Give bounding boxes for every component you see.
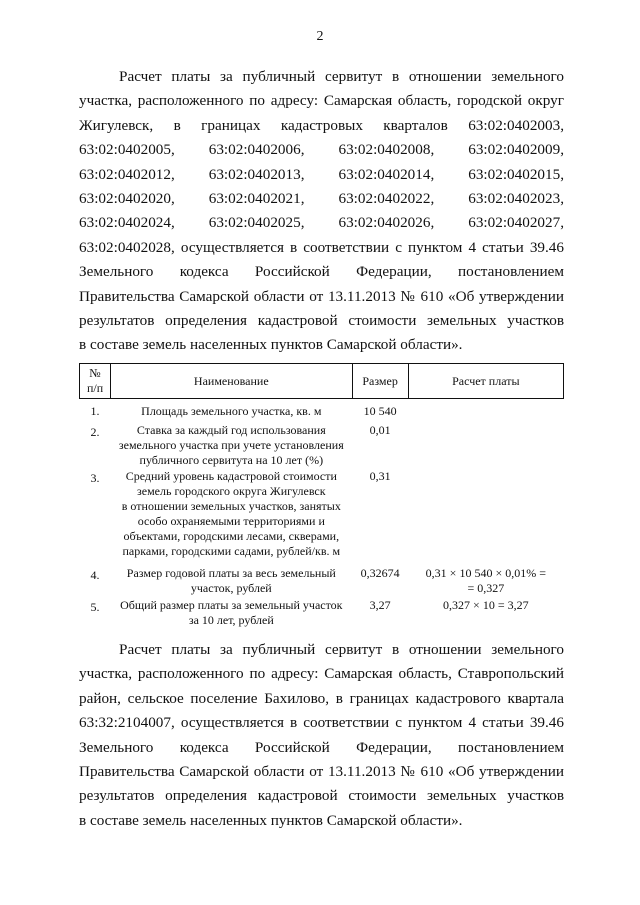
paragraph-line: Земельного кодекса Российской Федерации, постановлением <box>79 738 564 756</box>
header-name: Наименование <box>111 364 352 399</box>
table-header-row <box>80 364 564 399</box>
row-num: 2. <box>90 425 100 439</box>
paragraph-jigulevsk <box>79 65 564 358</box>
paragraph-line: Земельного кодекса Российской Федерации, постановлением <box>79 263 564 281</box>
row-calc <box>408 598 563 630</box>
paragraph-line: Жигулевск, в границах кадастровых кварталов 63:02:0402003, <box>79 116 564 134</box>
row-num: 4. <box>90 568 100 582</box>
row-num: 3. <box>90 471 100 485</box>
table-row <box>80 399 564 424</box>
row-size: 3,27 <box>369 598 391 612</box>
row-name-line: Ставка за каждый год использования <box>136 423 326 437</box>
paragraph-line: участка, расположенного по адресу: Самарская область, Ставропольский <box>79 665 564 683</box>
paragraph-line: 63:02:0402020, 63:02:0402021, 63:02:0402022, 63:02:0402023, <box>79 189 564 207</box>
header-size: Размер <box>352 364 408 399</box>
table-row <box>80 469 564 566</box>
row-calc <box>408 399 563 424</box>
paragraph-line: 63:02:0402024, 63:02:0402025, 63:02:0402026, 63:02:0402027, <box>79 214 564 232</box>
paragraph-bakhilovo <box>79 638 564 833</box>
row-name <box>111 423 352 469</box>
fee-calculation-table <box>79 363 564 630</box>
row-calc-line: 0,327 × 10 = 3,27 <box>443 598 529 612</box>
paragraph-line: в составе земель населенных пунктов Самарской области». <box>79 811 463 829</box>
paragraph-line: 63:02:0402005, 63:02:0402006, 63:02:0402008, 63:02:0402009, <box>79 141 564 159</box>
header-calc: Расчет платы <box>408 364 563 399</box>
row-calc-line: 0,31 × 10 540 × 0,01% = <box>425 566 546 580</box>
row-name-line: Средний уровень кадастровой стоимости <box>125 469 337 483</box>
row-name-line: участок, рублей <box>190 581 272 595</box>
row-calc <box>408 566 563 598</box>
paragraph-line: результатов определения кадастровой стоимости земельных участков <box>79 787 564 805</box>
row-size: 0,31 <box>369 469 391 483</box>
paragraph-line: Расчет платы за публичный сервитут в отношении земельного <box>119 68 564 85</box>
row-name-line: в отношении земельных участков, занятых <box>121 499 341 513</box>
row-name-line: Площадь земельного участка, кв. м <box>141 404 322 418</box>
row-name-line: земельного участка при учете установления <box>118 438 344 452</box>
row-size: 0,01 <box>369 423 391 437</box>
row-name-line: парками, городскими садами, рублей/кв. м <box>122 544 341 558</box>
row-calc <box>408 423 563 469</box>
paragraph-line: результатов определения кадастровой стоимости земельных участков <box>79 311 564 329</box>
paragraph-line: 63:02:0402028, осуществляется в соответствии с пунктом 4 статьи 39.46 <box>79 238 564 256</box>
row-calc <box>408 469 563 566</box>
row-name-line: Размер годовой платы за весь земельный <box>126 566 336 580</box>
table-row <box>80 566 564 598</box>
paragraph-line: Расчет платы за публичный сервитут в отношении земельного <box>119 641 564 658</box>
paragraph-line: участка, расположенного по адресу: Самарская область, городской округ <box>79 92 564 110</box>
paragraph-line: 63:02:0402012, 63:02:0402013, 63:02:0402014, 63:02:0402015, <box>79 165 564 183</box>
row-name <box>111 399 352 424</box>
row-num: 5. <box>90 600 100 614</box>
paragraph-line: 63:32:2104007, осуществляется в соответствии с пунктом 4 статьи 39.46 <box>79 714 564 732</box>
paragraph-line: район, сельское поселение Бахилово, в границах кадастрового квартала <box>79 689 564 707</box>
row-name <box>111 598 352 630</box>
page-number: 2 <box>316 29 324 44</box>
row-size: 0,32674 <box>360 566 400 580</box>
row-name <box>111 469 352 566</box>
header-num <box>80 364 111 399</box>
row-name <box>111 566 352 598</box>
header-num-line: п/п <box>86 381 104 395</box>
row-name-line: публичного сервитута на 10 лет (%) <box>139 453 324 467</box>
row-name-line: за 10 лет, рублей <box>188 613 274 627</box>
paragraph-line: в составе земель населенных пунктов Самарской области». <box>79 336 463 354</box>
row-calc-line: = 0,327 <box>467 581 505 595</box>
row-num: 1. <box>90 404 100 418</box>
row-name-line: Общий размер платы за земельный участок <box>120 598 343 612</box>
row-name-line: объектами, городскими лесами, скверами, <box>123 529 340 543</box>
row-name-line: особо охраняемыми территориями и <box>137 514 325 528</box>
paragraph-line: Правительства Самарской области от 13.11.2013 № 610 «Об утверждении <box>79 287 564 305</box>
table-row <box>80 423 564 469</box>
header-num-line: № <box>89 366 101 380</box>
row-size: 10 540 <box>363 404 397 418</box>
paragraph-line: Правительства Самарской области от 13.11.2013 № 610 «Об утверждении <box>79 762 564 780</box>
row-name-line: земель городского округа Жигулевск <box>137 484 326 498</box>
table-row <box>80 598 564 630</box>
